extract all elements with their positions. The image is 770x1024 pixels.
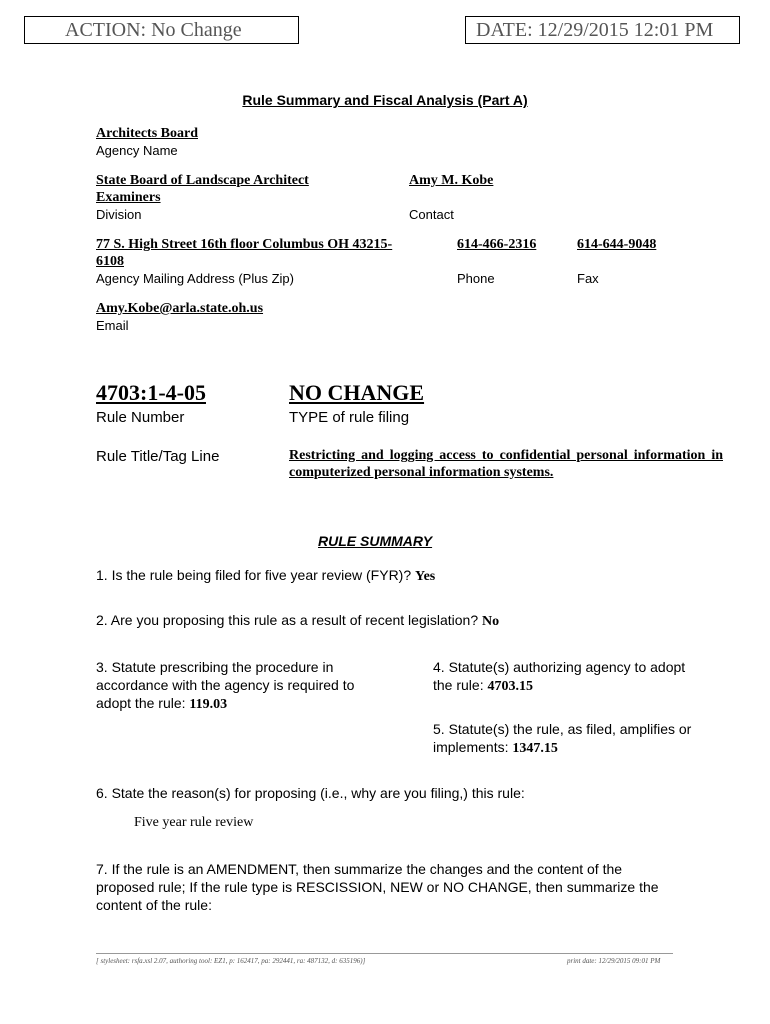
date-text: DATE: 12/29/2015 12:01 PM [476, 19, 714, 41]
filing-type-value: NO CHANGE [289, 380, 425, 405]
footer-divider [96, 953, 673, 954]
question-6-answer: Five year rule review [134, 815, 254, 830]
question-3-text: 3. Statute prescribing the procedure in accordance with the agency is required to adopt the rule: [96, 659, 355, 711]
fax-value: 614-644-9048 [577, 237, 657, 252]
question-5 [433, 720, 723, 758]
contact-value: Amy M. Kobe [409, 173, 494, 188]
question-3-answer: 119.03 [189, 697, 228, 712]
question-7-text: 7. If the rule is an AMENDMENT, then summarize the changes and the content of the proposed rule; If the rule type is RESCISSION, NEW or NO CHANGE, then summarize the content of the rule: [96, 861, 659, 913]
action-text: ACTION: No Change [65, 19, 242, 41]
division-value: State Board of Landscape Architect Examiners [96, 173, 309, 205]
footer-stylesheet-info: [ stylesheet: rsfa.xsl 2.07, authoring tool: EZ1, p: 162417, pa: 292441, ra: 487132, d: 635196)] [96, 957, 366, 965]
contact-label: Contact [409, 207, 454, 222]
filing-type-label: TYPE of rule filing [289, 409, 410, 426]
rule-title-value: Restricting and logging access to confidential personal information in computerized personal information systems. [289, 448, 723, 480]
question-4 [433, 658, 693, 696]
question-4-answer: 4703.15 [487, 679, 533, 694]
address-value: 77 S. High Street 16th floor Columbus OH 43215-6108 [96, 237, 393, 269]
rule-number-value: 4703:1-4-05 [96, 380, 206, 405]
question-6-text: 6. State the reason(s) for proposing (i.e., why are you filing,) this rule: [96, 785, 525, 801]
question-3 [96, 658, 388, 714]
fax-label: Fax [577, 271, 599, 286]
question-5-answer: 1347.15 [512, 741, 558, 756]
question-2-answer: No [482, 614, 500, 629]
question-1-text: 1. Is the rule being filed for five year review (FYR)? [96, 567, 412, 583]
question-1 [96, 566, 435, 586]
phone-label: Phone [457, 271, 495, 286]
agency-name-label: Agency Name [96, 143, 178, 158]
rule-summary-heading: RULE SUMMARY [318, 533, 433, 549]
footer-print-date: print date: 12/29/2015 09:01 PM [567, 957, 661, 965]
email-label: Email [96, 318, 129, 333]
email-value: Amy.Kobe@arla.state.oh.us [96, 301, 264, 316]
rule-title-label: Rule Title/Tag Line [96, 448, 220, 465]
question-5-text: 5. Statute(s) the rule, as filed, amplifies or implements: [433, 721, 692, 755]
agency-name-value: Architects Board [96, 126, 198, 141]
question-1-answer: Yes [415, 569, 436, 584]
action-stamp [24, 16, 299, 44]
date-stamp [465, 16, 740, 44]
address-label: Agency Mailing Address (Plus Zip) [96, 271, 294, 286]
question-4-text: 4. Statute(s) authorizing agency to adopt the rule: [433, 659, 686, 693]
division-label: Division [96, 207, 142, 222]
question-2 [96, 611, 499, 631]
question-2-text: 2. Are you proposing this rule as a result of recent legislation? [96, 612, 479, 628]
rule-number-label: Rule Number [96, 409, 185, 426]
phone-value: 614-466-2316 [457, 237, 537, 252]
page-title: Rule Summary and Fiscal Analysis (Part A) [242, 92, 528, 108]
